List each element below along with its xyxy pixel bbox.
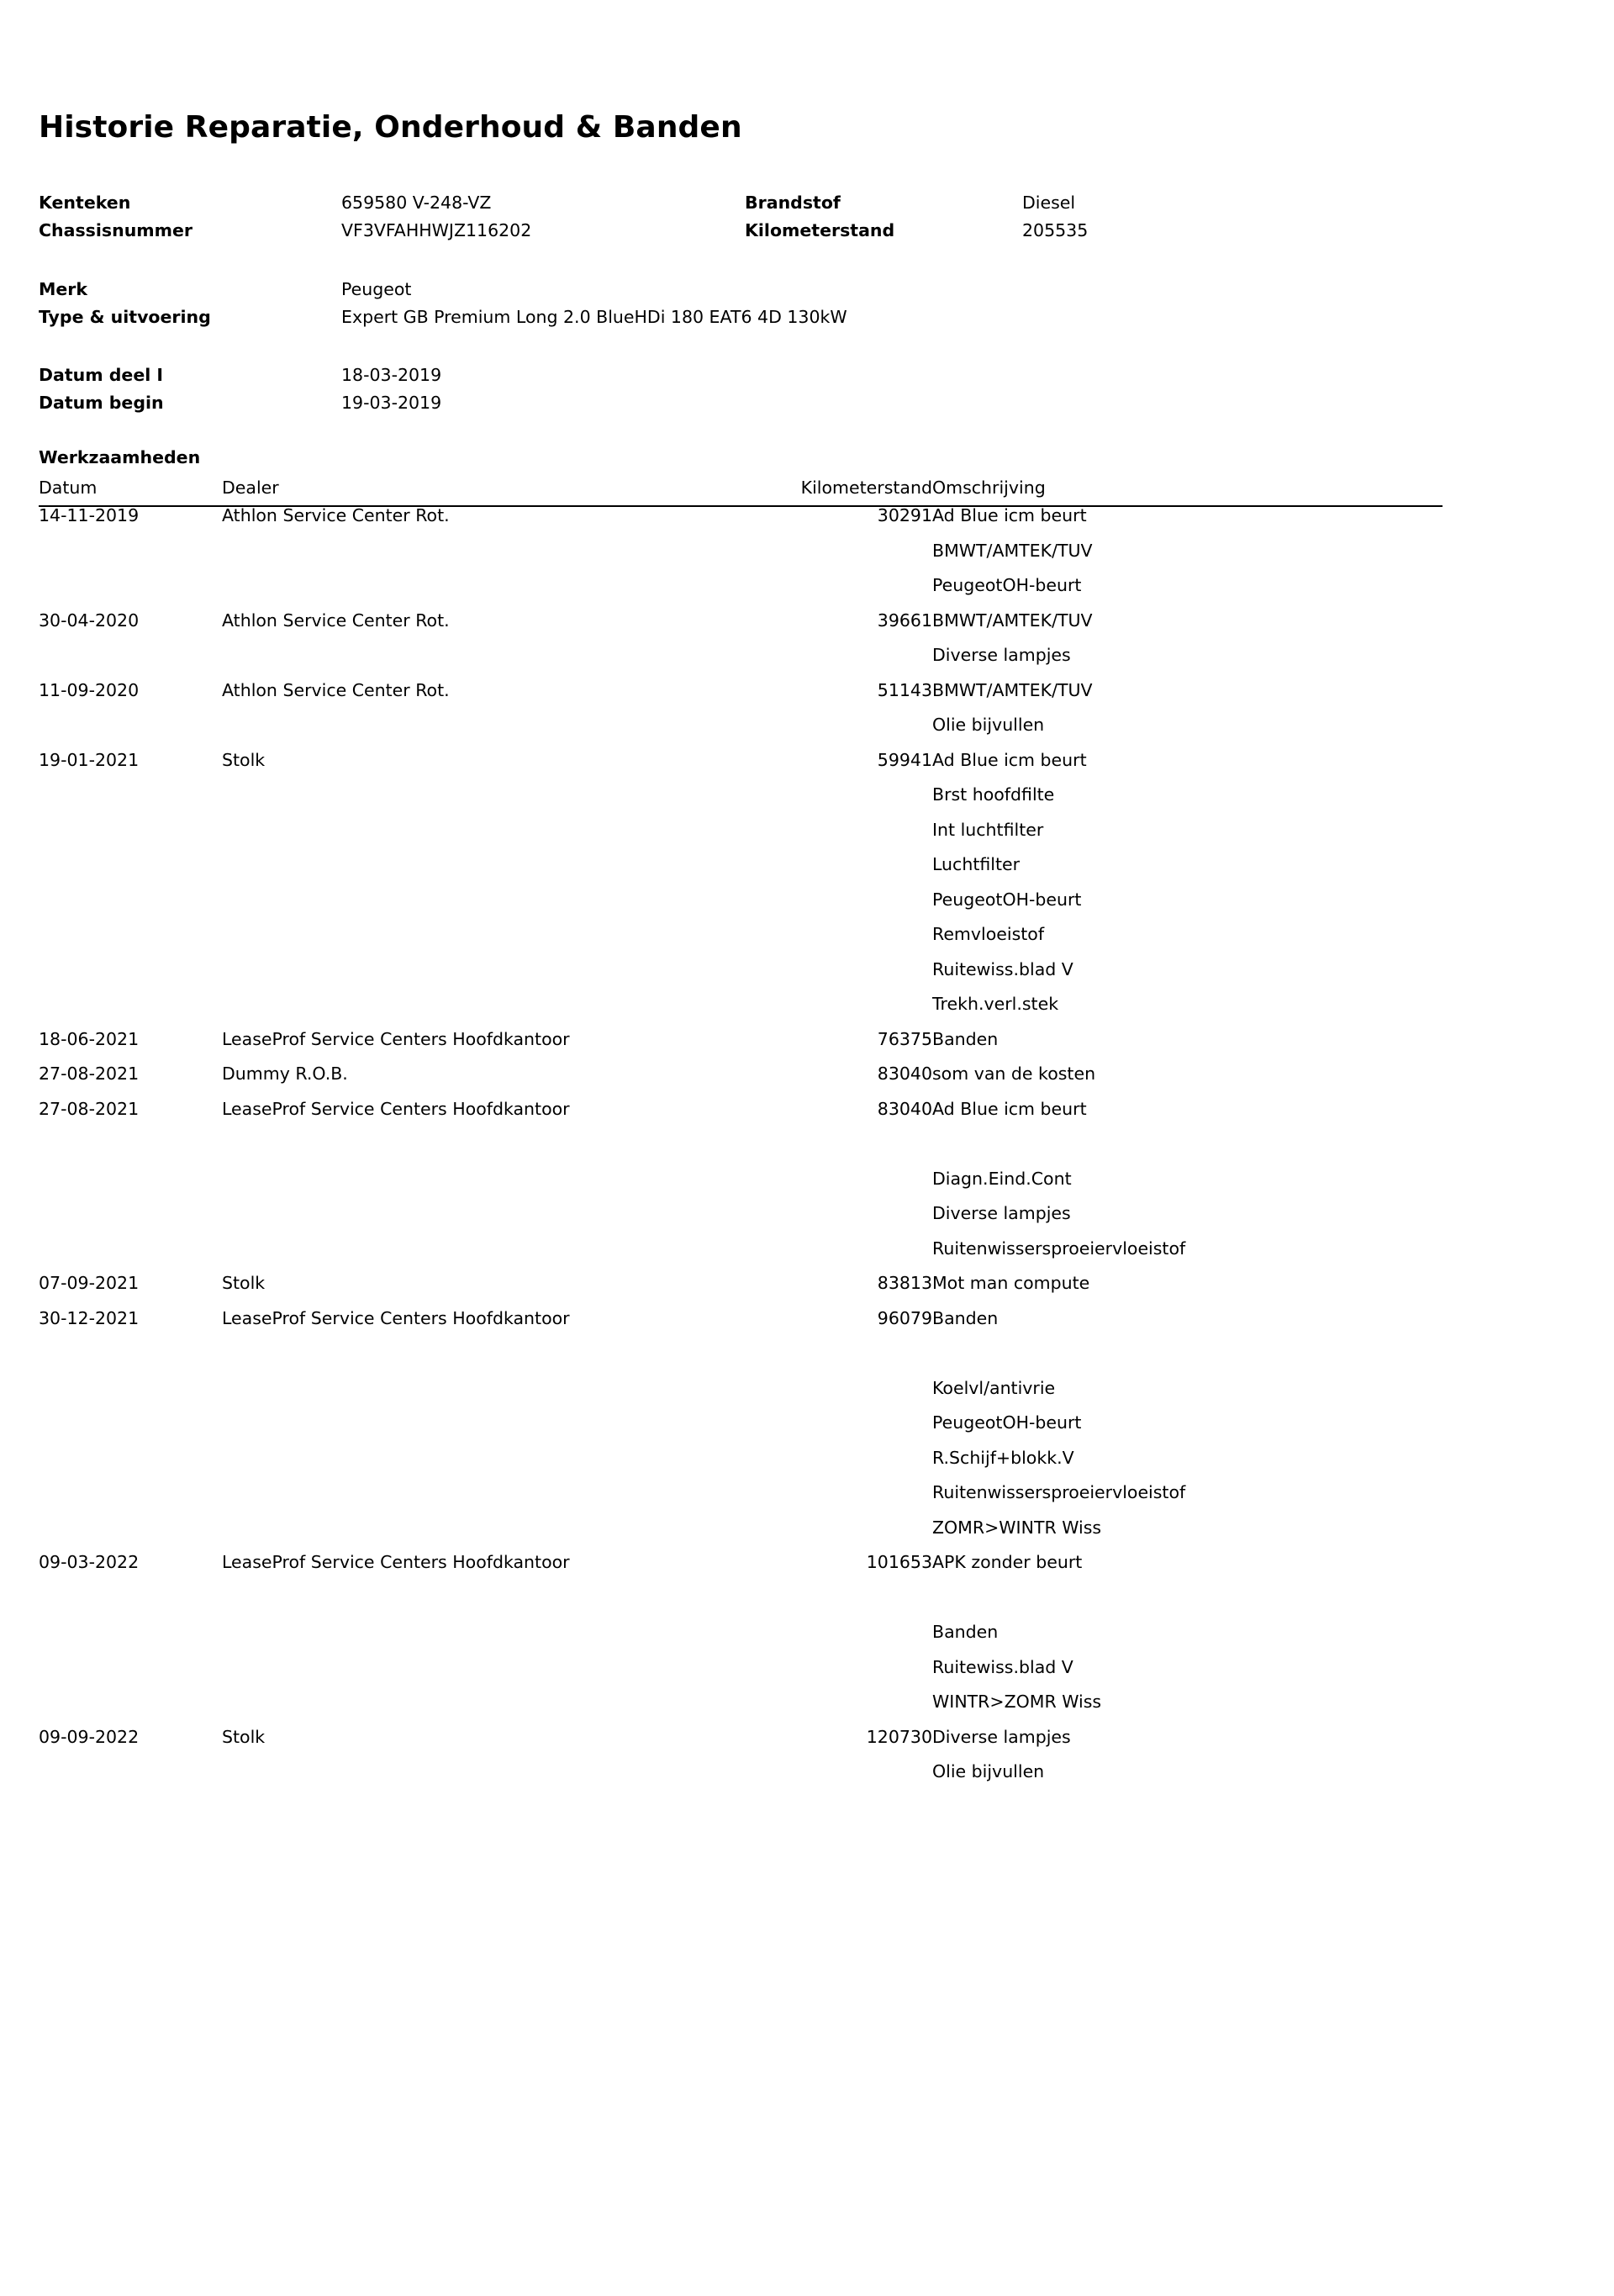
cell-dealer: Athlon Service Center Rot. [222, 505, 450, 526]
info-row-kenteken [39, 189, 1530, 217]
cell-dealer: Stolk [222, 1273, 266, 1294]
omschrijving-line: R.Schijf+blokk.V [932, 1447, 1074, 1468]
cell-kilometerstand: 30291 [877, 505, 932, 526]
cell-datum: 07-09-2021 [39, 1273, 140, 1294]
label-datum-begin: Datum begin [39, 393, 164, 414]
cell-datum: 09-03-2022 [39, 1552, 140, 1573]
omschrijving-line [932, 1135, 1443, 1170]
label-brandstof: Brandstof [745, 193, 841, 214]
omschrijving-line: Koelvl/antivrie [932, 1377, 1056, 1398]
cell-kilometerstand: 39661 [877, 610, 932, 631]
cell-kilometerstand: 96079 [877, 1307, 932, 1328]
omschrijving-line: Banden [932, 1028, 999, 1049]
cell-datum: 14-11-2019 [39, 505, 140, 526]
omschrijving-line: Ad Blue icm beurt [932, 505, 1087, 526]
section-title-werkzaamheden: Werkzaamheden [39, 447, 201, 468]
cell-dealer: LeaseProf Service Centers Hoofdkantoor [222, 1552, 570, 1573]
table-row [39, 1065, 1443, 1100]
table-header-row [39, 478, 1443, 506]
vehicle-info-bottom [39, 362, 1530, 417]
label-merk: Merk [39, 278, 88, 299]
omschrijving-line: Diverse lampjes [932, 645, 1071, 666]
cell-kilometerstand: 51143 [877, 679, 932, 700]
info-row-datum-begin [39, 389, 1530, 417]
cell-omschrijving [932, 1028, 1443, 1066]
cell-datum: 18-06-2021 [39, 1028, 140, 1049]
column-header-kilometerstand: Kilometerstand [709, 478, 932, 506]
omschrijving-line: som van de kosten [932, 1064, 1096, 1085]
column-header-omschrijving: Omschrijving [932, 478, 1443, 506]
table-row [39, 612, 1443, 682]
cell-omschrijving [932, 1065, 1443, 1100]
omschrijving-line: Diverse lampjes [932, 1726, 1071, 1747]
cell-dealer: Stolk [222, 749, 266, 770]
cell-omschrijving [932, 1275, 1443, 1310]
label-kilometerstand: Kilometerstand [745, 220, 895, 241]
omschrijving-line: Diagn.Eind.Cont [932, 1168, 1072, 1189]
cell-datum: 30-04-2020 [39, 610, 140, 631]
omschrijving-line: Diverse lampjes [932, 1203, 1071, 1224]
omschrijving-line: Ruitewiss.blad V [932, 1656, 1073, 1677]
cell-datum: 19-01-2021 [39, 749, 140, 770]
omschrijving-line: Trekh.verl.stek [932, 994, 1059, 1015]
cell-datum: 11-09-2020 [39, 679, 140, 700]
info-row-chassisnummer [39, 217, 1530, 245]
omschrijving-line: Ruitenwissersproeiervloeistof [932, 1238, 1186, 1259]
cell-kilometerstand: 120730 [866, 1726, 932, 1747]
value-kilometerstand: 205535 [1022, 220, 1089, 241]
cell-dealer: Stolk [222, 1726, 266, 1747]
table-row [39, 752, 1443, 1031]
cell-kilometerstand: 101653 [866, 1552, 932, 1573]
omschrijving-line: Olie bijvullen [932, 715, 1045, 736]
cell-dealer: LeaseProf Service Centers Hoofdkantoor [222, 1307, 570, 1328]
omschrijving-line: ZOMR>WINTR Wiss [932, 1517, 1102, 1538]
omschrijving-line: Remvloeistof [932, 924, 1045, 945]
omschrijving-line: BMWT/AMTEK/TUV [932, 610, 1093, 631]
label-type-uitvoering: Type & uitvoering [39, 306, 211, 327]
column-header-dealer: Dealer [222, 478, 709, 506]
cell-omschrijving [932, 1100, 1443, 1275]
cell-datum: 27-08-2021 [39, 1064, 140, 1085]
value-kenteken: 659580 V-248-VZ [341, 193, 492, 214]
omschrijving-line: Int luchtfilter [932, 819, 1044, 840]
cell-omschrijving [932, 1307, 1443, 1554]
vehicle-info-top [39, 189, 1530, 245]
omschrijving-line: Mot man compute [932, 1273, 1090, 1294]
info-row-type-uitvoering [39, 303, 1530, 331]
omschrijving-line: Brst hoofdfilte [932, 784, 1055, 805]
table-row [39, 1554, 1443, 1729]
cell-kilometerstand: 59941 [877, 749, 932, 770]
value-brandstof: Diesel [1022, 193, 1076, 214]
cell-dealer: Athlon Service Center Rot. [222, 610, 450, 631]
table-row [39, 1100, 1443, 1275]
cell-omschrijving [932, 749, 1443, 1031]
werkzaamheden-table [39, 478, 1443, 1798]
column-header-datum: Datum [39, 478, 222, 506]
page-title: Historie Reparatie, Onderhoud & Banden [39, 110, 742, 145]
omschrijving-line [932, 1344, 1443, 1380]
table-row [39, 1729, 1443, 1798]
cell-omschrijving [932, 612, 1443, 682]
omschrijving-line: Ruitewiss.blad V [932, 958, 1073, 979]
omschrijving-line: Banden [932, 1622, 999, 1643]
table-row [39, 1275, 1443, 1310]
omschrijving-line: PeugeotOH-beurt [932, 1412, 1082, 1433]
value-type-uitvoering: Expert GB Premium Long 2.0 BlueHDi 180 EAT6 4D 130kW [341, 306, 847, 327]
cell-kilometerstand: 83040 [877, 1064, 932, 1085]
value-chassisnummer: VF3VFAHHWJZ116202 [341, 220, 532, 241]
werkzaamheden-body [39, 506, 1443, 1798]
table-row [39, 1310, 1443, 1554]
table-row [39, 506, 1443, 612]
omschrijving-line [932, 1589, 1443, 1624]
cell-omschrijving [932, 679, 1443, 752]
omschrijving-line: Ruitenwissersproeiervloeistof [932, 1482, 1186, 1503]
omschrijving-line: WINTR>ZOMR Wiss [932, 1692, 1102, 1713]
table-row [39, 682, 1443, 752]
cell-kilometerstand: 83040 [877, 1098, 932, 1119]
label-chassisnummer: Chassisnummer [39, 220, 193, 241]
table-row [39, 1031, 1443, 1066]
omschrijving-line: Ad Blue icm beurt [932, 749, 1087, 770]
label-datum-deel-1: Datum deel I [39, 365, 164, 385]
omschrijving-line: Luchtfilter [932, 854, 1021, 875]
cell-datum: 09-09-2022 [39, 1726, 140, 1747]
omschrijving-line: Ad Blue icm beurt [932, 1098, 1087, 1119]
value-datum-deel-1: 18-03-2019 [341, 365, 442, 385]
label-kenteken: Kenteken [39, 193, 131, 214]
cell-omschrijving [932, 1554, 1443, 1729]
vehicle-info-mid [39, 276, 1530, 331]
omschrijving-line: BMWT/AMTEK/TUV [932, 679, 1093, 700]
cell-dealer: LeaseProf Service Centers Hoofdkantoor [222, 1098, 570, 1119]
omschrijving-line: Olie bijvullen [932, 1761, 1045, 1782]
omschrijving-line: PeugeotOH-beurt [932, 575, 1082, 596]
info-row-merk [39, 276, 1530, 303]
cell-omschrijving [932, 1726, 1443, 1798]
info-row-datum-deel-1 [39, 362, 1530, 389]
cell-kilometerstand: 76375 [877, 1028, 932, 1049]
omschrijving-line: PeugeotOH-beurt [932, 889, 1082, 910]
cell-omschrijving [932, 506, 1443, 612]
cell-dealer: LeaseProf Service Centers Hoofdkantoor [222, 1028, 570, 1049]
omschrijving-line: APK zonder beurt [932, 1552, 1083, 1573]
cell-dealer: Athlon Service Center Rot. [222, 679, 450, 700]
cell-datum: 30-12-2021 [39, 1307, 140, 1328]
omschrijving-line: Banden [932, 1307, 999, 1328]
value-datum-begin: 19-03-2019 [341, 393, 442, 414]
cell-kilometerstand: 83813 [877, 1273, 932, 1294]
cell-datum: 27-08-2021 [39, 1098, 140, 1119]
cell-dealer: Dummy R.O.B. [222, 1064, 348, 1085]
value-merk: Peugeot [341, 278, 412, 299]
omschrijving-line: BMWT/AMTEK/TUV [932, 540, 1093, 561]
